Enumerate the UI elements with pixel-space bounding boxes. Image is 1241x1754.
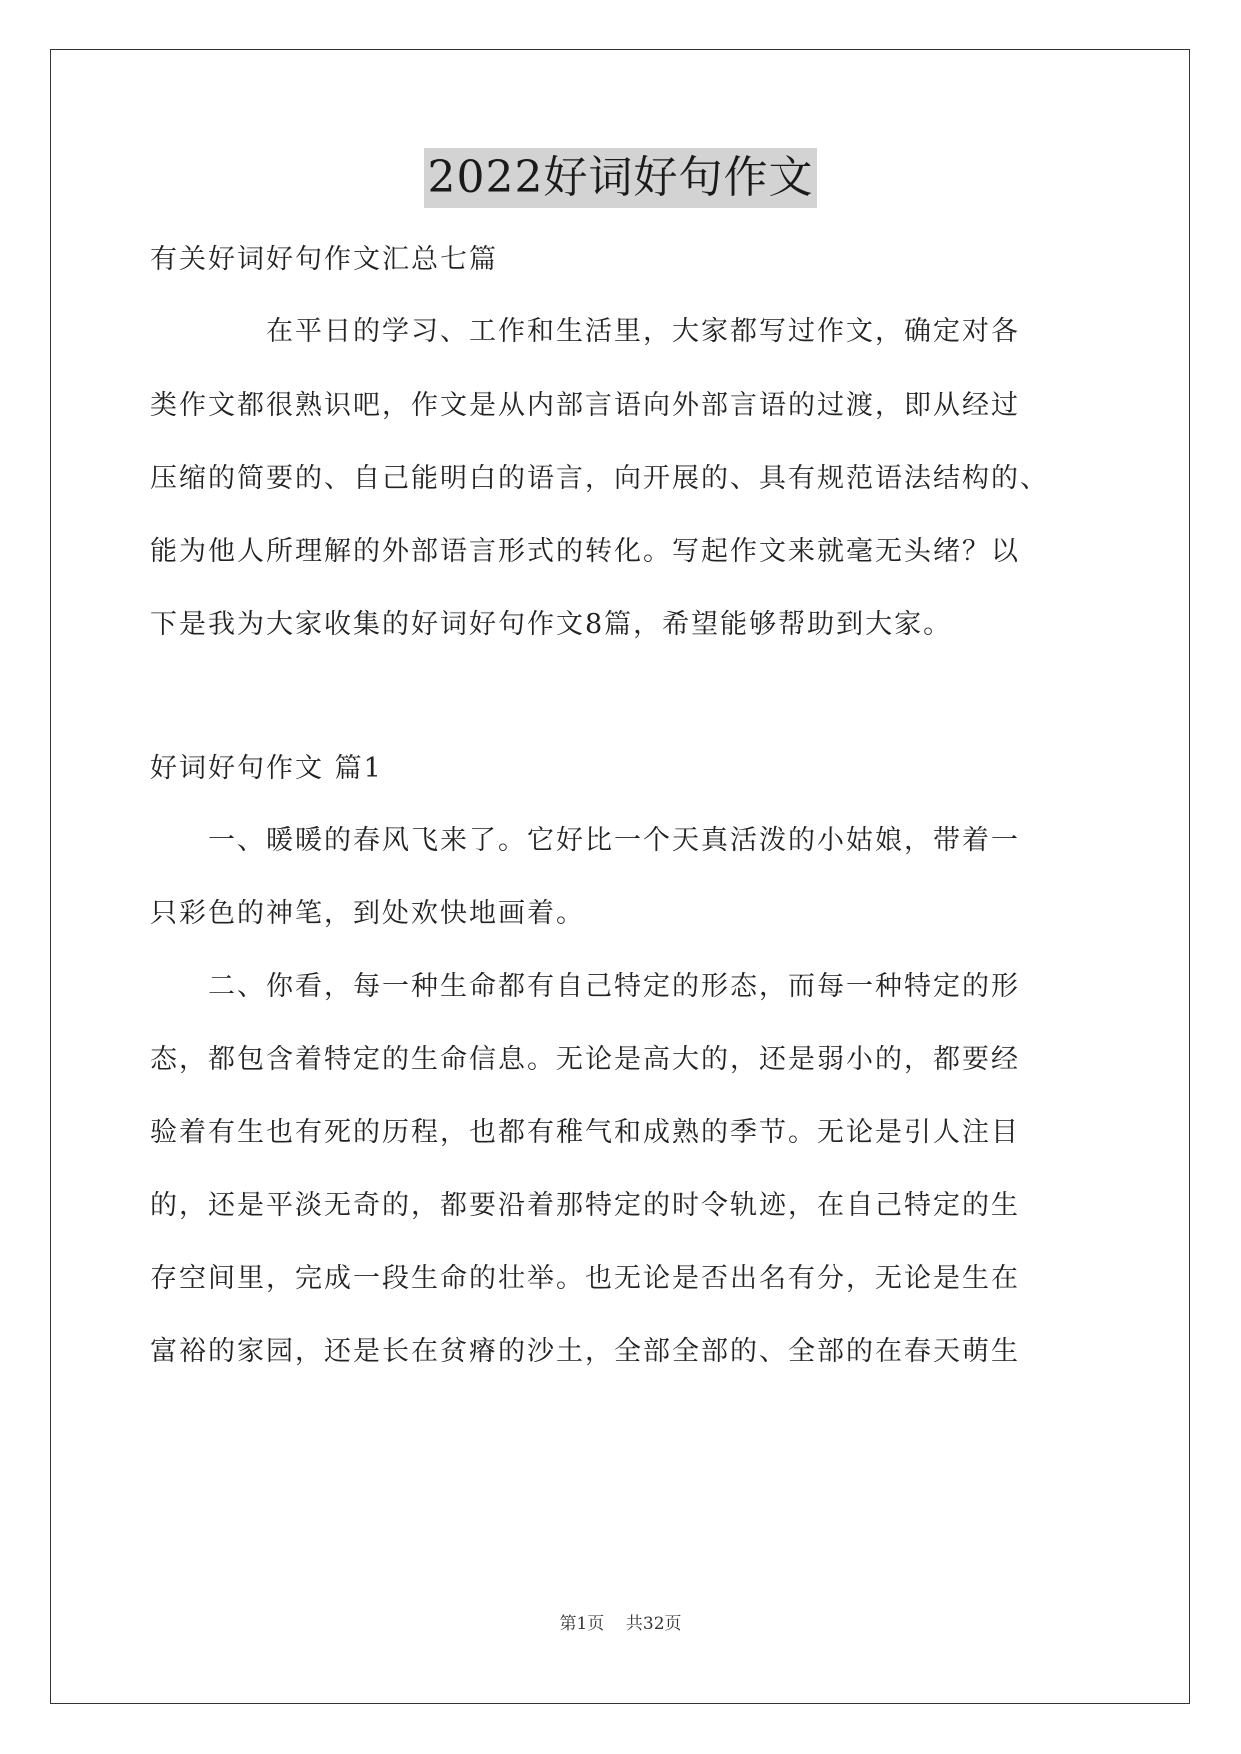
paragraph-line: 富裕的家园，还是长在贫瘠的沙土，全部全部的、全部的在春天萌生: [150, 1336, 1020, 1367]
paragraph-line: 验着有生也有死的历程，也都有稚气和成熟的季节。无论是引人注目: [150, 1117, 1020, 1148]
section-heading: 好词好句作文 篇1: [150, 753, 383, 784]
paragraph-line: 的，还是平淡无奇的，都要沿着那特定的时令轨迹，在自己特定的生: [150, 1190, 1020, 1221]
paragraph-line: 一、暖暖的春风飞来了。它好比一个天真活泼的小姑娘，带着一: [150, 825, 1020, 856]
paragraph-line: 只彩色的神笔，到处欢快地画着。: [150, 898, 585, 929]
paragraph-line: 二、你看，每一种生命都有自己特定的形态，而每一种特定的形: [150, 971, 1020, 1002]
title-container: [0, 148, 1241, 208]
document-subtitle: 有关好词好句作文汇总七篇: [150, 244, 498, 275]
intro-line: 在平日的学习、工作和生活里，大家都写过作文，确定对各: [150, 316, 1020, 347]
intro-line: 压缩的简要的、自己能明白的语言，向开展的、具有规范语法结构的、: [150, 463, 1049, 494]
intro-line: 类作文都很熟识吧，作文是从内部言语向外部言语的过渡，即从经过: [150, 390, 1020, 421]
page-border: [50, 49, 1190, 1704]
intro-line: 下是我为大家收集的好词好句作文8篇，希望能够帮助到大家。: [150, 609, 953, 640]
intro-line: 能为他人所理解的外部语言形式的转化。写起作文来就毫无头绪？以: [150, 536, 1020, 567]
document-title: 2022好词好句作文: [424, 148, 818, 208]
paragraph-line: 存空间里，完成一段生命的壮举。也无论是否出名有分，无论是生在: [150, 1263, 1020, 1294]
page-number-footer: 第1页 共32页: [559, 1614, 682, 1634]
paragraph-line: 态，都包含着特定的生命信息。无论是高大的，还是弱小的，都要经: [150, 1044, 1020, 1075]
